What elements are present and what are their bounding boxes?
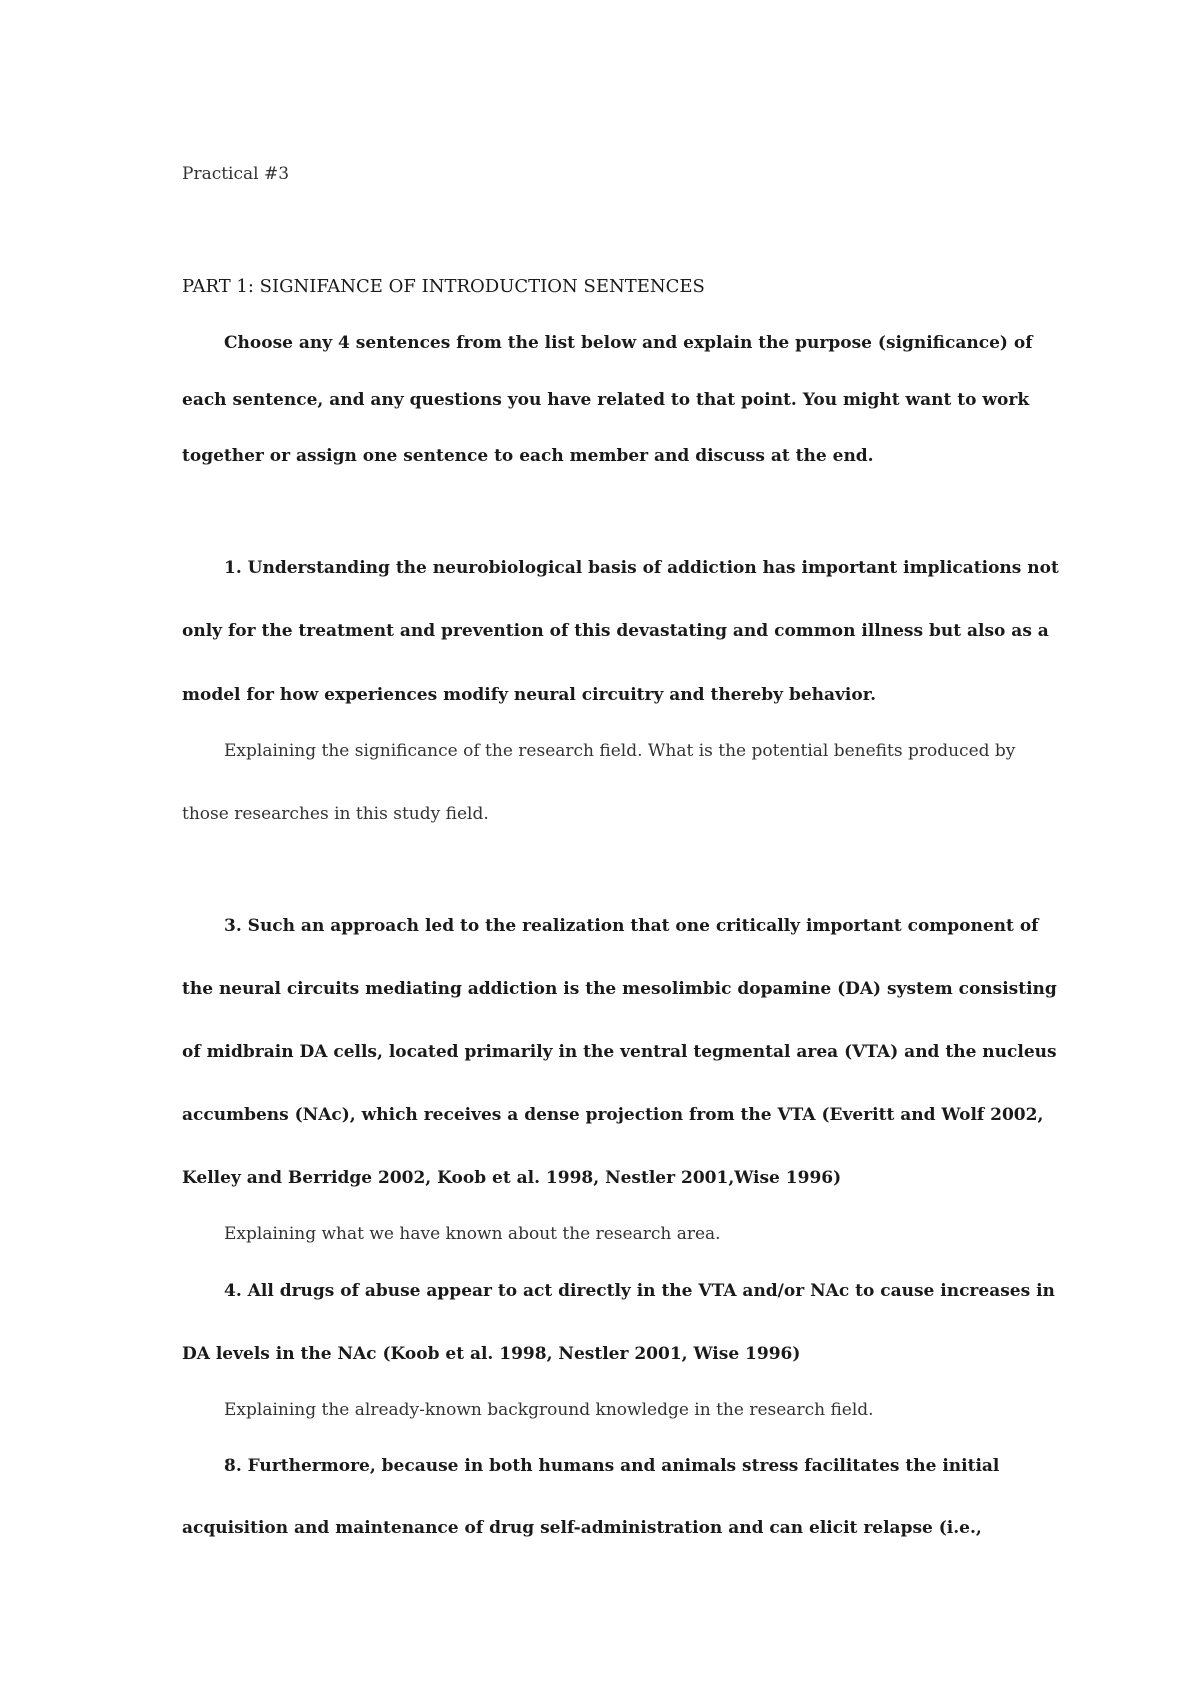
part1-heading: PART 1: SIGNIFANCE OF INTRODUCTION SENTENCES [182, 276, 705, 297]
sentence-1-line-1: 1. Understanding the neurobiological basis of addiction has important implications not [224, 558, 1059, 578]
sentence-3-line-3: of midbrain DA cells, located primarily in the ventral tegmental area (VTA) and the nucleus [182, 1042, 1057, 1062]
sentence-8-line-1: 8. Furthermore, because in both humans and animals stress facilitates the initial [224, 1456, 1000, 1476]
instruction-line-1: Choose any 4 sentences from the list below and explain the purpose (significance) of [224, 333, 1033, 353]
sentence-3-line-2: the neural circuits mediating addiction is the mesolimbic dopamine (DA) system consisting [182, 979, 1057, 999]
answer-1-line-2: those researches in this study field. [182, 804, 489, 824]
answer-1-line-1: Explaining the significance of the research field. What is the potential benefits produced by [224, 741, 1016, 761]
answer-4-line-1: Explaining the already-known background knowledge in the research field. [224, 1400, 874, 1420]
sentence-3-line-1: 3. Such an approach led to the realization that one critically important component of [224, 916, 1039, 936]
sentence-1-line-2: only for the treatment and prevention of this devastating and common illness but also as a [182, 621, 1049, 641]
sentence-4-line-2: DA levels in the NAc (Koob et al. 1998, Nestler 2001, Wise 1996) [182, 1344, 801, 1364]
instruction-line-2: each sentence, and any questions you have related to that point. You might want to work [182, 390, 1030, 410]
sentence-4-line-1: 4. All drugs of abuse appear to act directly in the VTA and/or NAc to cause increases in [224, 1281, 1055, 1301]
practical-label: Practical #3 [182, 164, 290, 184]
sentence-3-line-5: Kelley and Berridge 2002, Koob et al. 1998, Nestler 2001,Wise 1996) [182, 1168, 842, 1188]
sentence-1-line-3: model for how experiences modify neural circuitry and thereby behavior. [182, 685, 877, 705]
answer-3-line-1: Explaining what we have known about the research area. [224, 1224, 721, 1244]
instruction-line-3: together or assign one sentence to each member and discuss at the end. [182, 446, 874, 466]
sentence-3-line-4: accumbens (NAc), which receives a dense projection from the VTA (Everitt and Wolf 2002, [182, 1105, 1044, 1125]
sentence-8-line-2: acquisition and maintenance of drug self-administration and can elicit relapse (i.e., [182, 1518, 982, 1538]
